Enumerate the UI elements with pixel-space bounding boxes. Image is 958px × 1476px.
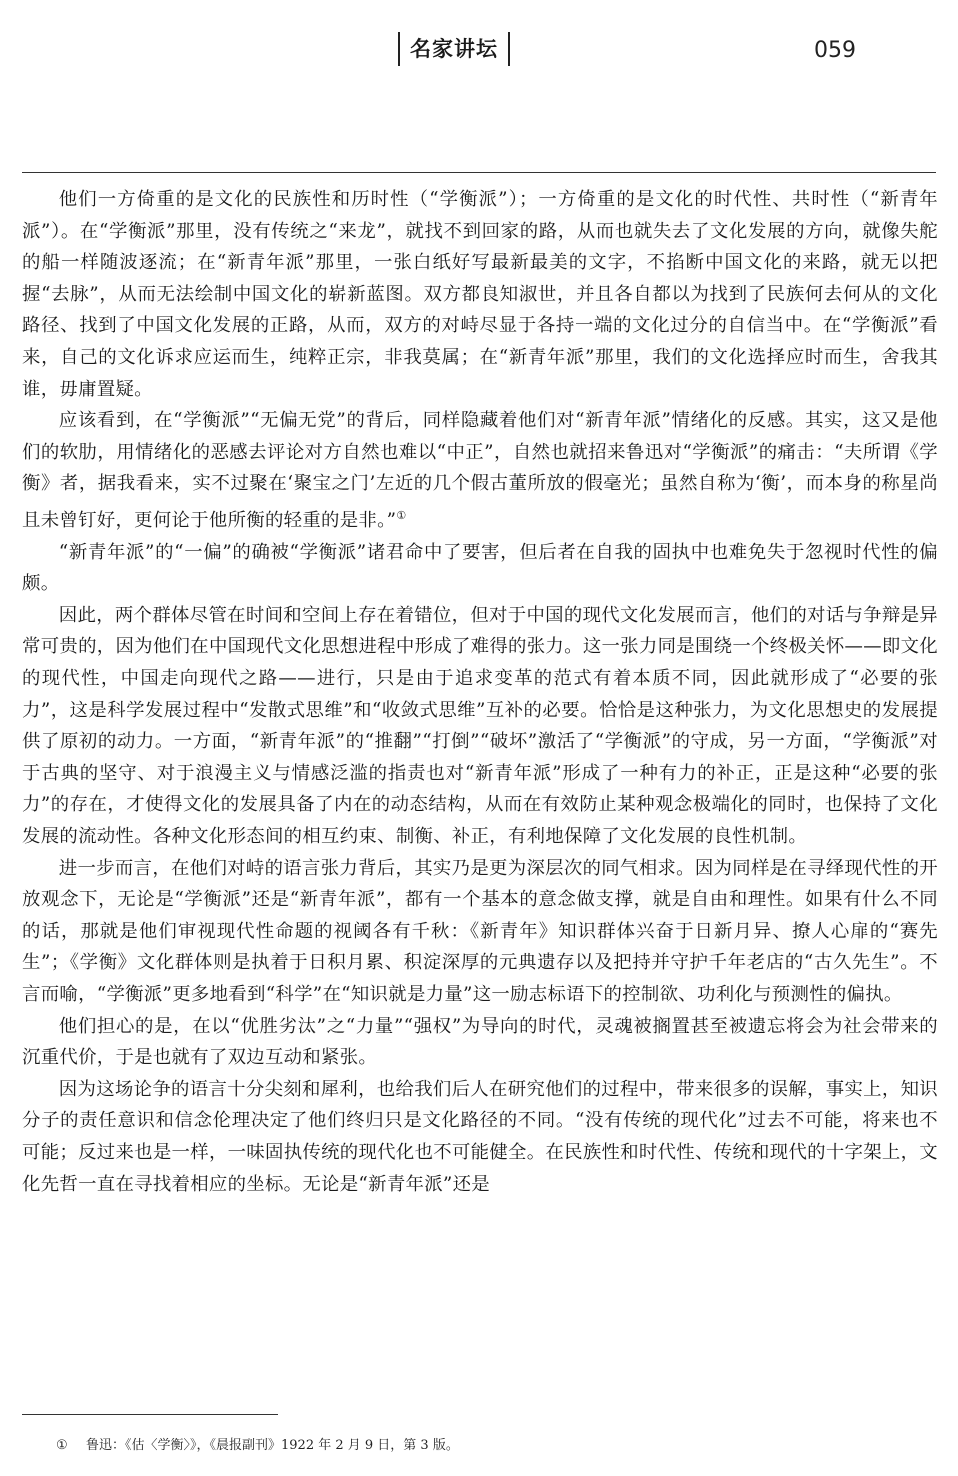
page-header — [0, 30, 958, 70]
paragraph-2-text: 应该看到，在“学衡派”“无偏无党”的背后，同样隐藏着他们对“新青年派”情绪化的反感。其实，这又是他们的软肋，用情绪化的恶感去评论对方自然也难以“中正”，自然也就招来鲁迅对“学衡派”的痛击：“夫所谓《学衡》者，据我看来，实不过聚在‘聚宝之门’左近的几个假古董所放的假毫光；虽然自称为‘衡’，而本身的称星尚且未曾钉好，更何论于他所衡的轻重的是非。” — [22, 410, 938, 532]
footnote-ref[interactable]: ① — [396, 508, 407, 522]
paragraph-4: 因此，两个群体尽管在时间和空间上存在着错位，但对于中国的现代文化发展而言，他们的对话与争辩是异常可贵的，因为他们在中国现代文化思想进程中形成了难得的张力。这一张力同是围绕一个终极关怀——即文化的现代性，中国走向现代之路——进行，只是由于追求变革的范式有着本质不同，因此就形成了“必要的张力”，这是科学发展过程中“发散式思维”和“收敛式思维”互补的必要。恰恰是这种张力，为文化思想史的发展提供了原初的动力。一方面，“新青年派”的“推翻”“打倒”“破坏”激活了“学衡派”的守成，另一方面，“学衡派”对于古典的坚守、对于浪漫主义与情感泛滥的指责也对“新青年派”形成了一种有力的补正，正是这种“必要的张力”的存在，才使得文化的发展具备了内在的动态结构，从而在有效防止某种观念极端化的同时，也保持了文化发展的流动性。各种文化形态间的相互约束、制衡、补正，有利地保障了文化发展的良性机制。 — [22, 604, 938, 847]
footnote-mark: ① — [56, 1438, 68, 1453]
paragraph-2 — [22, 405, 938, 537]
footnote-text: 鲁迅：《估〈学衡〉》，《晨报副刊》1922 年 2 月 9 日，第 3 版。 — [86, 1438, 459, 1453]
paragraph-1: 他们一方倚重的是文化的民族性和历时性（“学衡派”）；一方倚重的是文化的时代性、共时性（“新青年派”）。在“学衡派”那里，没有传统之“来龙”，就找不到回家的路，从而也就失去了文化发展的方向，就像失舵的船一样随波逐流；在“新青年派”那里，一张白纸好写最新最美的文字，不掐断中国文化的来路，就无以把握“去脉”，从而无法绘制中国文化的崭新蓝图。双方都良知淑世，并且各自都以为找到了民族何去何从的文化路径、找到了中国文化发展的正路，从而，双方的对峙尽显于各持一端的文化过分的自信当中。在“学衡派”看来，自己的文化诉求应运而生，纯粹正宗，非我莫属；在“新青年派”那里，我们的文化选择应时而生，舍我其谁，毋庸置疑。 — [22, 189, 938, 400]
paragraph-3: “新青年派”的“一偏”的确被“学衡派”诸君命中了要害，但后者在自我的固执中也难免失于忽视时代性的偏颇。 — [22, 541, 938, 595]
footnote-rule — [22, 1414, 278, 1415]
page-number: 059 — [814, 38, 856, 63]
article-body — [22, 184, 938, 1200]
paragraph-6: 他们担心的是，在以“优胜劣汰”之“力量”“强权”为导向的时代，灵魂被搁置甚至被遗忘将会为社会带来的沉重代价，于是也就有了双边互动和紧张。 — [22, 1015, 938, 1069]
footnote — [56, 1436, 916, 1456]
header-rule — [22, 172, 936, 173]
paragraph-7: 因为这场论争的语言十分尖刻和犀利，也给我们后人在研究他们的过程中，带来很多的误解，事实上，知识分子的责任意识和信念伦理决定了他们终归只是文化路径的不同。“没有传统的现代化”过去不可能，将来也不可能；反过来也是一样，一味固执传统的现代化也不可能健全。在民族性和时代性、传统和现代的十字架上，文化先哲一直在寻找着相应的坐标。无论是“新青年派”还是 — [22, 1078, 938, 1195]
column-title: 名家讲坛 — [398, 32, 510, 66]
paragraph-5: 进一步而言，在他们对峙的语言张力背后，其实乃是更为深层次的同气相求。因为同样是在寻绎现代性的开放观念下，无论是“学衡派”还是“新青年派”，都有一个基本的意念做支撑，就是自由和理性。如果有什么不同的话，那就是他们审视现代性命题的视阈各有千秋：《新青年》知识群体兴奋于日新月异、撩人心扉的“赛先生”；《学衡》文化群体则是执着于日积月累、积淀深厚的元典遗存以及把持并守护千年老店的“古久先生”。不言而喻，“学衡派”更多地看到“科学”在“知识就是力量”这一励志标语下的控制欲、功利化与预测性的偏执。 — [22, 857, 938, 1005]
